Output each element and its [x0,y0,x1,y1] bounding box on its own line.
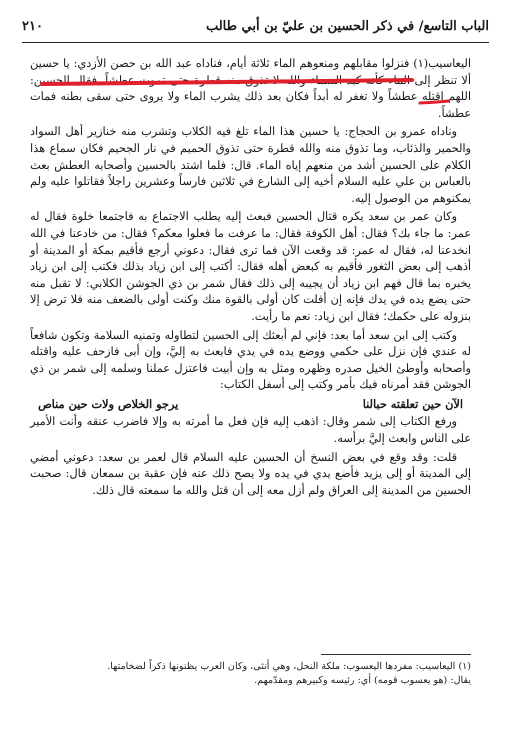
header-rule [22,42,489,43]
main-text [30,56,471,501]
footnotes [40,660,471,688]
paragraph-4: وكتب إلى ابن سعد أما بعد: فإني لم أبعثك إلى الحسين لتطاوله وتمنيه السلامة وتكون شافعاً له عندي فإن نزل على حكمي ووضع يده في يدي فابعث به إليَّ، وإن أبى فازحف عليه واقتله وأصحابه وأوطئ الخيل صدره وظهره ومثل به وإن أبيت فاعتزل عملنا وسلمه إلى شمر بن ذي الجوشن فقد أمرناه فيك بأمر وكتب إلى أسفل الكتاب: [30,328,471,392]
paragraph-1: اليعاسيب(١) فنزلوا مقابلهم ومنعوهم الماء ثلاثة أيام، فناداه عبد الله بن حصن الأزدي: يا حسين ألا تنظر إلى الماء كأنه كبد السماء والله لا تذوق منه قطرة حتى تموت عطشاً، فقال الحسين: اللهم اقتله عطشاً ولا تغفر له أبداً فكان بعد ذلك يشرب الماء ولا يروى حتى سقى بطنه فمات عطشاً. [30,57,471,120]
paragraph-6: قلت: وقد وقع في بعض النسخ أن الحسين عليه السلام قال لعمر بن سعد: دعوني أمضي إلى المدينة أو إلى يزيد فأضع يدي في يده ولا يصح ذلك عنه فإن عقبة بن سمعان قال: صحبت الحسين من المدينة إلى العراق ولم أزل معه إلى أن قتل والله ما سمعته قال ذلك. [30,450,471,497]
page-number: ٢١٠ [22,18,43,34]
chapter-title: الباب التاسع/ في ذكر الحسين بن عليّ بن أبي طالب [205,18,489,34]
paragraph-5: ورفع الكتاب إلى شمر وقال: اذهب إليه فإن فعل ما أمرته به وإلا فاضرب عنقه وأنت الأمير على الناس وابعث إليَّ برأسه. [30,415,471,446]
poetry-verse [30,396,471,413]
paragraph-2: وناداه عمرو بن الحجاج: يا حسين هذا الماء تلغ فيه الكلاب وتشرب منه خنازير أهل السواد والحمير والذئاب، وما تذوق منه والله قطرة حتى تذوق الحميم في نار الجحيم فكان سماع هذا الكلام على الحسين أشد من منعهم إياه الماء. قال: فلما اشتد بالحسين وأصحابه العطش بعث بالعباس بن علي عليه السلام أخيه إلى الشارع في ثلاثين فارساً وعشرين راجلاً فقاتلوا عليه ولم يمكنوهم من الوصول إليه. [30,125,471,205]
verse-second-hemistich: يرجو الخلاص ولات حين مناص [38,396,179,411]
footnote-1: (١) اليعاسيب: مفردها اليعسوب: ملكة النحل، وهي أنثى، وكان العرب يظنونها ذكراً لضخامتها. [107,661,471,672]
footnote-1-cont: يقال: (هو يعسوب قومه) أي: رئيسه وكبيرهم ومقدّمهم. [254,675,471,686]
footnote-rule [321,654,471,655]
verse-first-hemistich: الآن حين تعلقته حبالنا [362,396,463,411]
paragraph-3: وكان عمر بن سعد يكره قتال الحسين فبعث إليه يطلب الاجتماع به فاجتمعا خلوة فقال له عمر: ما جاء بك؟ فقال: أهل الكوفة فقال: ما عرفت ما فعلوا معكم؟ فقال: من خادعنا في الله انخدعنا له، فقال له عمر: قد وقعت الآن فما ترى فقال: دعوني أرجع فأقيم بمكة أو المدينة أو أذهب إلى بعض الثغور فأقيم به كبعض أهله فقال: أكتب إلى ابن زياد بذلك فكتب إلى ابن زياد يخبره بما قال فهم ابن زياد أن يجيبه إلى ذلك فقال شمر بن ذي الجوشن الكلابي: لا تقبل منه حتى يضع يده في يدك فإنه إن أفلت كان أولى بالقوة منك وكنت أولى بالضعف منه فلا ترض إلا بنزوله على حكمك؛ فقال ابن زياد: نعم ما رأيت. [30,210,471,323]
running-header [22,14,489,38]
